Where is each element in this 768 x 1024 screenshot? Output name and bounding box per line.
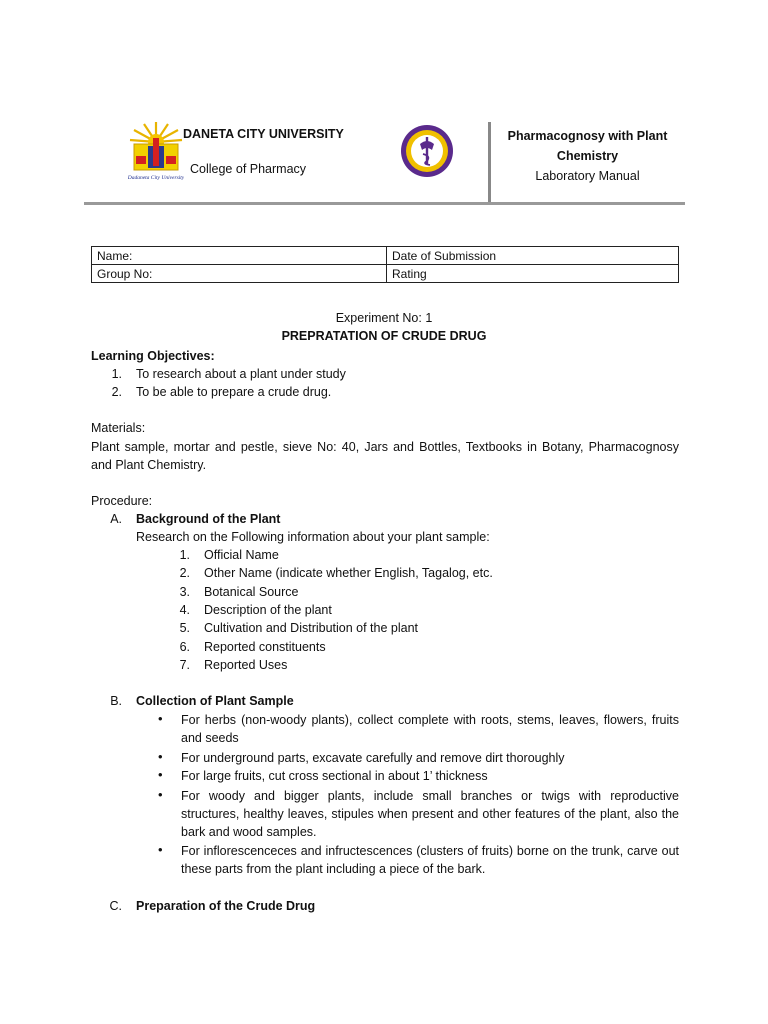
list-number: 1. (179, 548, 190, 562)
section-letter: C. (109, 899, 122, 913)
section-a-intro: Research on the Following information about your plant sample: (136, 530, 490, 544)
table-row (92, 247, 679, 265)
course-title-line-2: Chemistry (556, 149, 619, 163)
procedure-heading: Procedure: (91, 494, 153, 508)
list-number: 6. (179, 640, 190, 654)
bullet-icon: • (158, 787, 163, 802)
course-title-line-1: Pharmacognosy with Plant (507, 129, 668, 143)
rating-cell[interactable]: Rating (387, 265, 679, 283)
list-text: Official Name (204, 548, 279, 562)
list-item: For herbs (non-woody plants), collect complete with roots, stems, leaves, flowers, fruits and seeds (181, 713, 679, 745)
list-text: Description of the plant (204, 603, 332, 617)
list-number: 2. (179, 566, 190, 580)
course-title-line-3: Laboratory Manual (535, 169, 640, 183)
list-text: Reported Uses (204, 658, 288, 672)
section-title: Preparation of the Crude Drug (136, 899, 316, 913)
list-text: Reported constituents (204, 640, 326, 654)
header-divider-vertical (488, 122, 491, 202)
student-info-table (91, 246, 679, 283)
list-item: For underground parts, excavate carefully and remove dirt thoroughly (181, 751, 565, 765)
university-logo (128, 120, 184, 184)
list-text: Cultivation and Distribution of the plant (204, 621, 419, 635)
section-letter: B. (110, 694, 122, 708)
materials-heading: Materials: (91, 421, 146, 435)
list-text: Other Name (indicate whether English, Tagalog, etc. (204, 566, 493, 580)
list-item: For inflorescenceces and infructescences (clusters of fruits) borne on the trunk, carve out these parts from the plant including a piece of the bark. (181, 844, 679, 876)
svg-text:Dadaneta City University: Dadaneta City University (128, 175, 184, 181)
experiment-title: PREPRATATION OF CRUDE DRUG (281, 329, 487, 343)
name-cell[interactable]: Name: (92, 247, 387, 265)
objectives-heading: Learning Objectives: (91, 349, 215, 363)
list-item: For large fruits, cut cross sectional in about 1’ thickness (181, 769, 488, 783)
bullet-icon: • (158, 842, 163, 857)
date-of-submission-cell[interactable]: Date of Submission (387, 247, 679, 265)
list-number: 1. (111, 367, 122, 381)
list-number: 2. (111, 385, 122, 399)
university-name: DANETA CITY UNIVERSITY (183, 127, 344, 141)
course-title (495, 126, 680, 186)
table-row (92, 265, 679, 283)
list-number: 7. (179, 658, 190, 672)
materials-text: Plant sample, mortar and pestle, sieve No: 40, Jars and Bottles, Textbooks in Botany, Pharmacognosy and Plant Chemistry. (91, 440, 679, 472)
header-divider-horizontal (84, 202, 685, 205)
list-text: To be able to prepare a crude drug. (136, 385, 332, 399)
list-item: For woody and bigger plants, include small branches or twigs with reproductive structures, healthy leaves, stipules when present and other features of the plant, also the bark and wood samples. (181, 789, 679, 839)
list-number: 4. (179, 603, 190, 617)
experiment-number: Experiment No: 1 (335, 311, 433, 325)
college-name: College of Pharmacy (190, 162, 307, 176)
list-number: 5. (179, 621, 190, 635)
bullet-icon: • (158, 749, 163, 764)
section-title: Collection of Plant Sample (136, 694, 294, 708)
list-number: 3. (179, 585, 190, 599)
section-title: Background of the Plant (136, 512, 281, 526)
bullet-icon: • (158, 767, 163, 782)
list-text: Botanical Source (204, 585, 299, 599)
pharmacy-seal-icon (400, 124, 454, 178)
group-no-cell[interactable]: Group No: (92, 265, 387, 283)
bullet-icon: • (158, 711, 163, 726)
list-text: To research about a plant under study (136, 367, 346, 381)
section-letter: A. (110, 512, 122, 526)
